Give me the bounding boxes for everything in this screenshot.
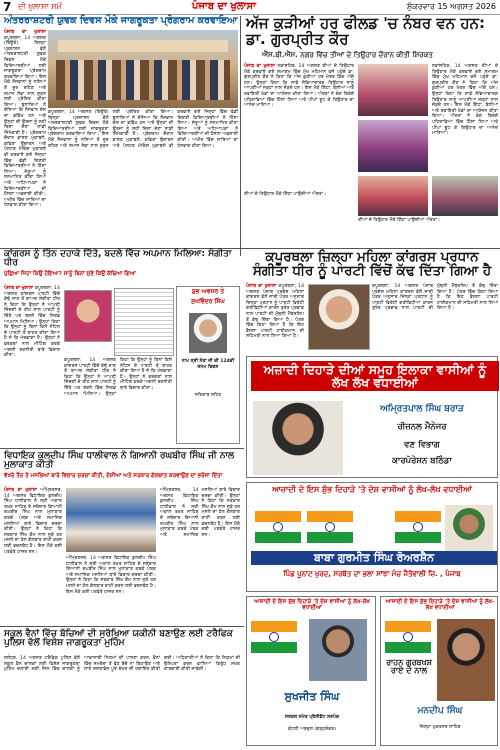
baba-ad [246, 482, 498, 592]
divider [0, 626, 244, 627]
kuldeep-body-3: ਅੰਮ੍ਰਿਤਸਰ, 14 ਅਗਸਤ ਵਿਧਾਇਕ ਕੁਲਦੀਪ ਸਿੰਘ ਧਾਲੀਵਾਲ ਨੇ ਸ੍ਰੀ ਅਕਾਲ ਤਖ਼ਤ ਸਾਹਿਬ ਦੇ ਜਥੇਦਾਰ ਗਿਆਨੀ ਰਘਬੀਰ ਸਿੰਘ ਨਾਲ ਮੁਲਾਕਾਤ ਕਰਕੇ ਪੰਥਕ ਅਤੇ ਸਮਾਜਿਕ ਮਸਲਿਆਂ ਬਾਰੇ ਵਿਚਾਰ ਚਰਚਾ ਕੀਤੀ। ਉਨ੍ਹਾਂ ਨੇ ਕਿਹਾ ਕਿ ਸਰਕਾਰ ਸਿੱਖ ਕੌਮ ਨਾਲ ਜੁੜੇ ਹਰ ਮਸਲੇ ਦਾ ਹੱਲ ਗੱਲਬਾਤ ਰਾਹੀਂ ਕਰਨ ਲਈ ਵਚਨਬੱਧ ਹੈ। ਇਸ ਮੌਕੇ ਕਈ ਪਤਵੰਤੇ ਹਾਜ਼ਰ ਸਨ। [160, 488, 240, 538]
congress-body [4, 286, 60, 446]
col1-body: ਕਪੂਰਥਲਾ, 14 ਅਗਸਤ (ਬਿਊਰੋ) ਜ਼ਿਲ੍ਹਾ ਪ੍ਰਸ਼ਾਸਨ ਵੱਲੋਂ ਅੰਤਰਰਾਸ਼ਟਰੀ ਯੁਵਕ ਦਿਵਸ ਮੌਕੇ ਵਿਦਿਆਰਥੀਆਂ ਲਈ ਜਾਗਰੂਕਤਾ ਪ੍ਰੋਗਰਾਮ ਕਰਵਾਇਆ ਗਿਆ। ਇਸ ਮੌਕੇ ਨੌਜਵਾਨਾਂ ਨੂੰ ਨਸ਼ਿਆਂ ਤੋਂ ਦੂਰ ਰਹਿਣ ਅਤੇ ਸਮਾਜ ਸੇਵਾ ਨਾਲ ਜੁੜਨ ਲਈ ਪ੍ਰੇਰਿਤ ਕੀਤਾ ਗਿਆ। ਬੁਲਾਰਿਆਂ ਨੇ ਦੱਸਿਆ ਕਿ ਨੌਜਵਾਨ ਦੇਸ਼ ਦਾ ਭਵਿੱਖ ਹਨ ਅਤੇ ਉਨ੍ਹਾਂ ਦੀ ਊਰਜਾ ਨੂੰ ਸਹੀ ਦਿਸ਼ਾ ਦੇਣਾ ਸਾਡੀ ਜ਼ਿੰਮੇਵਾਰੀ ਹੈ। ਪ੍ਰੋਗਰਾਮ ਦੌਰਾਨ ਭਾਸ਼ਣ ਮੁਕਾਬਲੇ, ਕਵਿਤਾ ਉਚਾਰਨ ਅਤੇ ਪੋਸਟਰ ਮੇਕਿੰਗ ਮੁਕਾਬਲੇ ਵੀ ਕਰਵਾਏ ਗਏ ਜਿਨ੍ਹਾਂ ਵਿੱਚ ਵੱਡੀ ਗਿਣਤੀ ਵਿਦਿਆਰਥੀਆਂ ਨੇ ਹਿੱਸਾ ਲਿਆ। ਜੇਤੂਆਂ ਨੂੰ ਸਨਮਾਨਿਤ ਕੀਤਾ ਗਿਆ ਅਤੇ ਅਧਿਆਪਕਾਂ ਨੇ ਵਿਦਿਆਰਥੀਆਂ ਦੀ ਹੌਸਲਾ ਅਫ਼ਜ਼ਾਈ ਕੀਤੀ। ਅਖੀਰ ਵਿੱਚ ਸਾਰਿਆਂ ਦਾ ਧੰਨਵਾਦ ਕੀਤਾ ਗਿਆ। [48, 110, 238, 149]
kuldeep-sub: ਵੱਖਰੇ ਤੌਰ ਤੇ ਮਸਲਿਆਂ ਬਾਰੇ ਵਿਚਾਰ ਚਰਚਾ ਕੀਤੀ, ਦੇਸ਼ੀਆਂ ਅਤੇ ਸਰਕਾਰ ਗੱਲਬਾਤ ਕਰਵਾਉਣ ਦਾ ਭਰੋਸਾ ਦਿੱਤਾ [4, 473, 223, 479]
mid-ad-portrait [189, 313, 227, 353]
baba-ad-top: ਆਜ਼ਾਦੀ ਦੇ ਇਸ ਸ਼ੁੱਭ ਦਿਹਾੜੇ 'ਤੇ ਦੇਸ਼ ਵਾਸੀਆਂ ਨੂੰ ਲੱਖ-ਲੱਖ ਵਧਾਈਆਂ [272, 485, 472, 494]
kuldeep-byline: ਪੰਜਾਬ ਦਾ ਖੁਲਾਸਾ [4, 488, 38, 493]
mid-ad-line1: ਸ਼ੁਭ ਅਵਸਰ ਤੇ [191, 288, 225, 295]
col1-byline-text [4, 30, 46, 209]
school-headline: ਸਕੂਲ ਵੈਨਾਂ ਵਿੱਚ ਬੱਚਿਆਂ ਦੀ ਸੁਰੱਖਿਆ ਯਕੀਨੀ ਬਣਾਉਣ ਲਈ ਟਰੈਫਿਕ ਪੁਲਿਸ ਵੱਲੋਂ ਵਿਸ਼ੇਸ਼ ਜਾਗਰੂਕਤਾ ਮੁਹਿੰਮ [4, 629, 233, 649]
col2-body [244, 64, 354, 189]
kapurthala-portrait [308, 284, 370, 350]
mid-ad-caption2: ਸਤਿਕਾਰ ਸਹਿਤ [194, 393, 222, 398]
congress-body-text: ਕਪੂਰਥਲਾ, 14 ਅਗਸਤ ਕਾਂਗਰਸ ਪਾਰਟੀ ਵਿੱਚੋਂ ਕੱਢੇ ਜਾਣ ਤੋਂ ਬਾਅਦ ਸੰਗੀਤਾ ਧੀਰ ਨੇ ਕਿਹਾ ਕਿ ਉਨ੍ਹਾਂ ਨੇ ਆਪਣੀ ਜ਼ਿੰਦਗੀ ਦੇ ਤੀਹ ਸਾਲ ਪਾਰਟੀ ਨੂੰ ਦਿੱਤੇ ਪਰ ਬਦਲੇ ਵਿੱਚ ਸਿਰਫ਼ ਅਪਮਾਨ ਮਿਲਿਆ। ਉਨ੍ਹਾਂ ਕਿਹਾ ਕਿ ਉਨ੍ਹਾਂ ਨੂੰ ਬਿਨਾਂ ਕਿਸੇ ਨੋਟਿਸ ਦੇ ਪਾਰਟੀ ਤੋਂ ਬਾਹਰ ਕੀਤਾ ਗਿਆ ਹੈ ਜੋ ਕਿ ਮੰਦਭਾਗਾ ਹੈ। ਉਨ੍ਹਾਂ ਨੇ ਵਰਕਰਾਂ ਨਾਲ ਮੀਟਿੰਗ ਕਰਕੇ ਅਗਲੀ ਰਣਨੀਤੀ ਬਾਰੇ ਵਿਚਾਰ ਕੀਤਾ। [4, 286, 60, 359]
congress-portrait [64, 290, 112, 342]
sukhjeet-ad-portrait [309, 619, 367, 681]
congress-headline: ਕਾਂਗਰਸ ਨੂੰ ਤਿੰਨ ਦਹਾਕੇ ਦਿੱਤੇ, ਬਦਲੇ ਵਿੱਚ ਅਪਮਾਨ ਮਿਲਿਆ: ਸੰਗੀਤਾ ਧੀਰ [4, 249, 232, 269]
col1-headline: ਅੰਤਰਰਾਸ਼ਟਰੀ ਯੁਵਕ ਦਿਵਸ ਮੌਕੇ ਜਾਗਰੂਕਤਾ ਪ੍ਰੋਗਰਾਮ ਕਰਵਾਇਆ [4, 15, 238, 26]
flag-icon [255, 511, 301, 543]
col2-photo-mid [358, 120, 428, 172]
kapurthala-body-2: ਕਪੂਰਥਲਾ, 14 ਅਗਸਤ ਪੰਜਾਬ ਪ੍ਰਦੇਸ਼ ਮਹਿਲਾ ਕਾਂਗਰਸ ਵੱਲੋਂ ਜਾਰੀ ਪੱਤਰ ਅਨੁਸਾਰ ਜ਼ਿਲ੍ਹਾ ਪ੍ਰਧਾਨ ਨੂੰ ਪਾਰਟੀ ਵਿਰੋਧੀ ਗਤੀਵਿਧੀਆਂ ਕਾਰਨ ਤੁਰੰਤ ਪ੍ਰਭਾਵ ਨਾਲ ਪਾਰਟੀ ਦੀ ਮੁੱਢਲੀ ਮੈਂਬਰਸ਼ਿਪ ਤੋਂ ਕੱਢ ਦਿੱਤਾ ਗਿਆ ਹੈ। ਪੱਤਰ ਵਿੱਚ ਕਿਹਾ ਗਿਆ ਹੈ ਕਿ ਇਹ ਫੈਸਲਾ ਪਾਰਟੀ ਹਾਈਕਮਾਨ ਦੀ ਸਹਿਮਤੀ ਨਾਲ ਲਿਆ ਗਿਆ ਹੈ। [372, 284, 498, 312]
kapurthala-headline: ਕਪੂਰਥਲਾ ਜ਼ਿਲ੍ਹਾ ਮਹਿਲਾ ਕਾਂਗਰਸ ਪ੍ਰਧਾਨ ਸੰਗੀਤਾ ਧੀਰ ਨੂੰ ਪਾਰਟੀ ਵਿੱਚੋਂ ਕੱਢ ਦਿੱਤਾ ਗਿਆ ਹੈ [252, 249, 492, 280]
sukhjeet-ad-top: ਆਜ਼ਾਦੀ ਦੇ ਇਸ ਸ਼ੁੱਭ ਦਿਹਾੜੇ 'ਤੇ ਦੇਸ਼ ਵਾਸੀਆਂ ਨੂੰ ਲੱਖ-ਲੱਖ ਵਧਾਈਆਂ [254, 599, 370, 611]
col2-photo-bottom-right [432, 176, 498, 216]
baba-ad-name: ਬਾਬਾ ਗੁਰਮੀਤ ਸਿੰਘ ਰੋਅਰਸ਼ੈਨ [251, 551, 497, 565]
kuldeep-photo [66, 488, 156, 552]
kuldeep-body [4, 488, 62, 622]
flag-icon [251, 621, 297, 653]
azadi-ad [246, 356, 498, 478]
divider [240, 16, 241, 256]
page-header [0, 0, 500, 15]
right-ad-top: ਆਜ਼ਾਦੀ ਦੇ ਇਸ ਸ਼ੁੱਭ ਦਿਹਾੜੇ 'ਤੇ ਦੇਸ਼ ਵਾਸੀਆਂ ਨੂੰ ਲੱਖ-ਲੱਖ ਵਧਾਈਆਂ [385, 599, 495, 611]
header-masthead: ਪੰਜਾਬ ਦਾ ਖੁਲਾਸਾ [192, 1, 257, 12]
col1-byline: ਪੰਜਾਬ ਦਾ ਖੁਲਾਸਾ [4, 30, 46, 35]
kuldeep-body-text: ਅੰਮ੍ਰਿਤਸਰ, 14 ਅਗਸਤ ਵਿਧਾਇਕ ਕੁਲਦੀਪ ਸਿੰਘ ਧਾਲੀਵਾਲ ਨੇ ਸ੍ਰੀ ਅਕਾਲ ਤਖ਼ਤ ਸਾਹਿਬ ਦੇ ਜਥੇਦਾਰ ਗਿਆਨੀ ਰਘਬੀਰ ਸਿੰਘ ਨਾਲ ਮੁਲਾਕਾਤ ਕਰਕੇ ਪੰਥਕ ਅਤੇ ਸਮਾਜਿਕ ਮਸਲਿਆਂ ਬਾਰੇ ਵਿਚਾਰ ਚਰਚਾ ਕੀਤੀ। ਉਨ੍ਹਾਂ ਨੇ ਕਿਹਾ ਕਿ ਸਰਕਾਰ ਸਿੱਖ ਕੌਮ ਨਾਲ ਜੁੜੇ ਹਰ ਮਸਲੇ ਦਾ ਹੱਲ ਗੱਲਬਾਤ ਰਾਹੀਂ ਕਰਨ ਲਈ ਵਚਨਬੱਧ ਹੈ। ਇਸ ਮੌਕੇ ਕਈ ਪਤਵੰਤੇ ਹਾਜ਼ਰ ਸਨ। [4, 488, 63, 555]
right-ad-place: ਜ਼ਿਲ੍ਹਾ ਮੁਕਤਸਰ ਸਾਹਿਬ [419, 725, 461, 730]
divider [0, 448, 244, 449]
sukhjeet-ad-role: ਸਰਕਲ ਸਮੇਤ ਪ੍ਰੈਸੀਡੈਂਟ ਸਰਪੰਚ [284, 715, 340, 720]
azadi-ad-dept: ਵਣ ਵਿਭਾਗ [404, 440, 440, 450]
kapurthala-byline: ਪੰਜਾਬ ਦਾ ਖੁਲਾਸਾ [246, 284, 277, 289]
col1-body-a: ਕਪੂਰਥਲਾ, 14 ਅਗਸਤ (ਬਿਊਰੋ) ਜ਼ਿਲ੍ਹਾ ਪ੍ਰਸ਼ਾਸਨ ਵੱਲੋਂ ਅੰਤਰਰਾਸ਼ਟਰੀ ਯੁਵਕ ਦਿਵਸ ਮੌਕੇ ਵਿਦਿਆਰਥੀਆਂ ਲਈ ਜਾਗਰੂਕਤਾ ਪ੍ਰੋਗਰਾਮ ਕਰਵਾਇਆ ਗਿਆ। ਇਸ ਮੌਕੇ ਨੌਜਵਾਨਾਂ ਨੂੰ ਨਸ਼ਿਆਂ ਤੋਂ ਦੂਰ ਰਹਿਣ ਅਤੇ ਸਮਾਜ ਸੇਵਾ ਨਾਲ ਜੁੜਨ ਲਈ ਪ੍ਰੇਰਿਤ ਕੀਤਾ ਗਿਆ। ਬੁਲਾਰਿਆਂ ਨੇ ਦੱਸਿਆ ਕਿ ਨੌਜਵਾਨ ਦੇਸ਼ ਦਾ ਭਵਿੱਖ ਹਨ ਅਤੇ ਉਨ੍ਹਾਂ ਦੀ ਊਰਜਾ ਨੂੰ ਸਹੀ ਦਿਸ਼ਾ ਦੇਣਾ ਸਾਡੀ ਜ਼ਿੰਮੇਵਾਰੀ ਹੈ। ਪ੍ਰੋਗਰਾਮ ਦੌਰਾਨ ਭਾਸ਼ਣ ਮੁਕਾਬਲੇ, ਕਵਿਤਾ ਉਚਾਰਨ ਅਤੇ ਪੋਸਟਰ ਮੇਕਿੰਗ ਮੁਕਾਬਲੇ ਵੀ ਕਰਵਾਏ ਗਏ ਜਿਨ੍ਹਾਂ ਵਿੱਚ ਵੱਡੀ ਗਿਣਤੀ ਵਿਦਿਆਰਥੀਆਂ ਨੇ ਹਿੱਸਾ ਲਿਆ। ਜੇਤੂਆਂ ਨੂੰ ਸਨਮਾਨਿਤ ਕੀਤਾ ਗਿਆ ਅਤੇ ਅਧਿਆਪਕਾਂ ਨੇ ਵਿਦਿਆਰਥੀਆਂ ਦੀ ਹੌਸਲਾ ਅਫ਼ਜ਼ਾਈ ਕੀਤੀ। ਅਖੀਰ ਵਿੱਚ ਸਾਰਿਆਂ ਦਾ ਧੰਨਵਾਦ ਕੀਤਾ ਗਿਆ। [4, 35, 46, 209]
col2-headline: ਅੱਜ ਕੁੜੀਆਂ ਹਰ ਫੀਲਡ 'ਚ ਨੰਬਰ ਵਨ ਹਨ: ਡਾ. ਗੁਰਪ੍ਰੀਤ ਕੌਰ [246, 14, 485, 48]
col1-photo [48, 30, 238, 108]
col2-photo-bottom-left [358, 176, 428, 216]
baba-ad-portrait [445, 505, 493, 555]
azadi-ad-role: ਰੀਜ਼ਨਲ ਮੈਨੇਜਰ [397, 422, 447, 432]
right-ad-portrait [437, 619, 495, 701]
sukhjeet-ad-place: ਕੋਟਲੀ ਅਬਦੁਲ (ਗੜ੍ਹਸ਼ੰਕਰ) [287, 727, 337, 732]
sukhjeet-ad-name: ਸੁਖਜੀਤ ਸਿੰਘ [284, 690, 340, 703]
flag-icon [395, 511, 441, 543]
sukhjeet-ad [246, 596, 376, 746]
col2-byline: ਪੰਜਾਬ ਦਾ ਖੁਲਾਸਾ [244, 64, 276, 69]
congress-byline: ਪੰਜਾਬ ਦਾ ਖੁਲਾਸਾ [4, 286, 34, 291]
flag-icon [385, 621, 431, 653]
azadi-ad-headline: ਅਜ਼ਾਦੀ ਦਿਹਾੜੇ ਦੀਆਂ ਸਮੂਹ ਇਲਾਕਾ ਵਾਸੀਆਂ ਨੂੰ ਲੱਖ ਲੱਖ ਵਧਾਈਆਂ [251, 361, 499, 391]
flag-icon [307, 511, 353, 543]
mid-ad-line2: ਸੁਖਵਿੰਦਰ ਸਿੰਘ [191, 298, 225, 305]
header-date: ਸ਼ੁੱਕਰਵਾਰ 15 ਅਗਸਤ 2026 [406, 2, 496, 11]
col2-body-text: ਨਵਾਂਸ਼ਹਿਰ, 14 ਅਗਸਤ ਤੀਆਂ ਦੇ ਤਿਉਹਾਰ ਮੌਕੇ ਕਰਵਾਏ ਗਏ ਸਮਾਗਮ ਵਿੱਚ ਮੁੱਖ ਮਹਿਮਾਨ ਵਜੋਂ ਪਹੁੰਚੇ ਡਾ. ਗੁਰਪ੍ਰੀਤ ਕੌਰ ਨੇ ਕਿਹਾ ਕਿ ਅੱਜ ਕੁੜੀਆਂ ਹਰ ਖੇਤਰ ਵਿੱਚ ਅੱਗੇ ਹਨ। ਉਨ੍ਹਾਂ ਕਿਹਾ ਕਿ ਸਾਡੇ ਸੱਭਿਆਚਾਰਕ ਤਿਉਹਾਰ ਸਾਨੂੰ ਆਪਣੀਆਂ ਜੜ੍ਹਾਂ ਨਾਲ ਜੋੜਦੇ ਹਨ। ਇਸ ਮੌਕੇ ਗਿੱਧਾ, ਬੋਲੀਆਂ ਅਤੇ ਰਵਾਇਤੀ ਖੇਡਾਂ ਦਾ ਆਯੋਜਨ ਕੀਤਾ ਗਿਆ। ਔਰਤਾਂ ਨੇ ਰੰਗ ਬਿਰੰਗੇ ਪਹਿਰਾਵਿਆਂ ਵਿੱਚ ਹਿੱਸਾ ਲਿਆ ਅਤੇ ਪੀਂਘਾਂ ਝੂਟ ਕੇ ਤਿਉਹਾਰ ਦਾ ਆਨੰਦ ਮਾਣਿਆ। [244, 64, 354, 109]
congress-sub: ਪੁੱਛਿਆ ਜਿਹਾ ਕਿਉਂ ਹੋਇਆ? ਸਾਨੂੰ ਬਿਨਾਂ ਸੁਣੇ ਕਿਉਂ ਕੱਢਿਆ ਗਿਆ [4, 271, 136, 277]
kapurthala-body-text: ਕਪੂਰਥਲਾ, 14 ਅਗਸਤ ਪੰਜਾਬ ਪ੍ਰਦੇਸ਼ ਮਹਿਲਾ ਕਾਂਗਰਸ ਵੱਲੋਂ ਜਾਰੀ ਪੱਤਰ ਅਨੁਸਾਰ ਜ਼ਿਲ੍ਹਾ ਪ੍ਰਧਾਨ ਨੂੰ ਪਾਰਟੀ ਵਿਰੋਧੀ ਗਤੀਵਿਧੀਆਂ ਕਾਰਨ ਤੁਰੰਤ ਪ੍ਰਭਾਵ ਨਾਲ ਪਾਰਟੀ ਦੀ ਮੁੱਢਲੀ ਮੈਂਬਰਸ਼ਿਪ ਤੋਂ ਕੱਢ ਦਿੱਤਾ ਗਿਆ ਹੈ। ਪੱਤਰ ਵਿੱਚ ਕਿਹਾ ਗਿਆ ਹੈ ਕਿ ਇਹ ਫੈਸਲਾ ਪਾਰਟੀ ਹਾਈਕਮਾਨ ਦੀ ਸਹਿਮਤੀ ਨਾਲ ਲਿਆ ਗਿਆ ਹੈ। [246, 284, 304, 340]
right-ad [380, 596, 498, 746]
col2-body-right: ਨਵਾਂਸ਼ਹਿਰ, 14 ਅਗਸਤ ਤੀਆਂ ਦੇ ਤਿਉਹਾਰ ਮੌਕੇ ਕਰਵਾਏ ਗਏ ਸਮਾਗਮ ਵਿੱਚ ਮੁੱਖ ਮਹਿਮਾਨ ਵਜੋਂ ਪਹੁੰਚੇ ਡਾ. ਗੁਰਪ੍ਰੀਤ ਕੌਰ ਨੇ ਕਿਹਾ ਕਿ ਅੱਜ ਕੁੜੀਆਂ ਹਰ ਖੇਤਰ ਵਿੱਚ ਅੱਗੇ ਹਨ। ਉਨ੍ਹਾਂ ਕਿਹਾ ਕਿ ਸਾਡੇ ਸੱਭਿਆਚਾਰਕ ਤਿਉਹਾਰ ਸਾਨੂੰ ਆਪਣੀਆਂ ਜੜ੍ਹਾਂ ਨਾਲ ਜੋੜਦੇ ਹਨ। ਇਸ ਮੌਕੇ ਗਿੱਧਾ, ਬੋਲੀਆਂ ਅਤੇ ਰਵਾਇਤੀ ਖੇਡਾਂ ਦਾ ਆਯੋਜਨ ਕੀਤਾ ਗਿਆ। ਔਰਤਾਂ ਨੇ ਰੰਗ ਬਿਰੰਗੇ ਪਹਿਰਾਵਿਆਂ ਵਿੱਚ ਹਿੱਸਾ ਲਿਆ ਅਤੇ ਪੀਂਘਾਂ ਝੂਟ ਕੇ ਤਿਉਹਾਰ ਦਾ ਆਨੰਦ ਮਾਣਿਆ। [432, 64, 498, 137]
page-number: 7 [3, 0, 12, 14]
col2-caption-2: ਤੀਆਂ ਦੇ ਤਿਉਹਾਰ ਮੌਕੇ ਗਿੱਧਾ ਪਾਉਂਦੀਆਂ ਔਰਤਾਂ। [358, 218, 441, 223]
kuldeep-headline: ਵਿਧਾਇਕ ਕੁਲਦੀਪ ਸਿੰਘ ਧਾਲੀਵਾਲ ਨੇ ਗਿਆਨੀ ਰਘਬੀਰ ਸਿੰਘ ਜੀ ਨਾਲ ਮੁਲਾਕਾਤ ਕੀਤੀ [4, 451, 235, 471]
azadi-ad-portrait [253, 401, 343, 475]
azadi-ad-corp: ਕਾਰਪੋਰੇਸ਼ਨ ਬਠਿੰਡਾ [392, 456, 452, 466]
kuldeep-body-2: ਅੰਮ੍ਰਿਤਸਰ, 14 ਅਗਸਤ ਵਿਧਾਇਕ ਕੁਲਦੀਪ ਸਿੰਘ ਧਾਲੀਵਾਲ ਨੇ ਸ੍ਰੀ ਅਕਾਲ ਤਖ਼ਤ ਸਾਹਿਬ ਦੇ ਜਥੇਦਾਰ ਗਿਆਨੀ ਰਘਬੀਰ ਸਿੰਘ ਨਾਲ ਮੁਲਾਕਾਤ ਕਰਕੇ ਪੰਥਕ ਅਤੇ ਸਮਾਜਿਕ ਮਸਲਿਆਂ ਬਾਰੇ ਵਿਚਾਰ ਚਰਚਾ ਕੀਤੀ। ਉਨ੍ਹਾਂ ਨੇ ਕਿਹਾ ਕਿ ਸਰਕਾਰ ਸਿੱਖ ਕੌਮ ਨਾਲ ਜੁੜੇ ਹਰ ਮਸਲੇ ਦਾ ਹੱਲ ਗੱਲਬਾਤ ਰਾਹੀਂ ਕਰਨ ਲਈ ਵਚਨਬੱਧ ਹੈ। ਇਸ ਮੌਕੇ ਕਈ ਪਤਵੰਤੇ ਹਾਜ਼ਰ ਸਨ। [66, 556, 156, 595]
col2-subheadline: ਐੱਸ.ਬੀ.ਐੱਸ. ਨਗਰ ਵਿੱਚ ਤੀਆਂ ਦੇ ਤਿਉਹਾਰ ਦੌਰਾਨ ਕੀਤੀ ਸ਼ਿਰਕਤ [262, 51, 433, 59]
baba-ad-place: ਪਿੰਡ ਪੂਨਾਟ ਖੁਰਦ, ਸਰਬੱਤ ਦਾ ਭਲਾ ਸਾਂਝਾ ਮੰਚ ਜੈਤੋਵਾਲੀ ਜ਼ਿ. , ਪੰਜਾਬ [283, 570, 461, 578]
mid-ad [176, 286, 240, 444]
header-left: ਦੀ ਖੁਲਾਸਾ ਸਮੇਂ [18, 2, 62, 11]
col2-photo-top [358, 64, 428, 116]
azadi-ad-name: ਅਮ੍ਰਿਤਪਾਲ ਸਿੰਘ ਬਰਾੜ [380, 404, 464, 414]
congress-document [114, 288, 174, 356]
right-ad-name-block: ਰਾਹਨ ਗੁਰਬਖਸ਼ ਰਾਏ ਦੇ ਨਾਲ [386, 658, 432, 676]
right-ad-name: ਮਨਦੀਪ ਸਿੰਘ [417, 706, 463, 716]
school-body: ਜਲੰਧਰ, 14 ਅਗਸਤ ਟਰੈਫਿਕ ਪੁਲਿਸ ਵੱਲੋਂ ਸਕੂਲ ਵੈਨ ਚਾਲਕਾਂ ਲਈ ਵਿਸ਼ੇਸ਼ ਜਾਗਰੂਕਤਾ ਮੁਹਿੰਮ ਚਲਾਈ ਗਈ ਜਿਸ ਵਿੱਚ ਚਾਲਕਾਂ ਨੂੰ ਆਵਾਜਾਈ ਨਿਯਮਾਂ ਦੀ ਪਾਲਣਾ ਕਰਨ, ਵੈਨਾਂ ਵਿੱਚ ਸਮਰੱਥਾ ਤੋਂ ਵੱਧ ਬੱਚੇ ਨਾ ਬਿਠਾਉਣ ਅਤੇ ਸਾਰੇ ਦਸਤਾਵੇਜ਼ ਪੂਰੇ ਰੱਖਣ ਦੀ ਹਦਾਇਤ ਕੀਤੀ ਗਈ। ਅਧਿਕਾਰੀਆਂ ਨੇ ਕਿਹਾ ਕਿ ਨਿਯਮਾਂ ਦੀ ਉਲੰਘਣਾ ਕਰਨ ਵਾਲਿਆਂ ਵਿਰੁੱਧ ਸਖ਼ਤ ਕਾਰਵਾਈ ਕੀਤੀ ਜਾਵੇਗੀ। [4, 656, 240, 673]
mid-ad-caption: ਨਾਮ ਸ੍ਰੀ ਨੇਤਾ ਜੀ ਦੀ 124ਵੀਂ ਜਨਮ ਦਿਵਸ [181, 359, 235, 370]
col2-caption: ਤੀਆਂ ਦੇ ਤਿਉਹਾਰ ਮੌਕੇ ਗਿੱਧਾ ਪਾਉਂਦੀਆਂ ਔਰਤਾਂ। [244, 192, 327, 197]
congress-body-2: ਕਪੂਰਥਲਾ, 14 ਅਗਸਤ ਕਾਂਗਰਸ ਪਾਰਟੀ ਵਿੱਚੋਂ ਕੱਢੇ ਜਾਣ ਤੋਂ ਬਾਅਦ ਸੰਗੀਤਾ ਧੀਰ ਨੇ ਕਿਹਾ ਕਿ ਉਨ੍ਹਾਂ ਨੇ ਆਪਣੀ ਜ਼ਿੰਦਗੀ ਦੇ ਤੀਹ ਸਾਲ ਪਾਰਟੀ ਨੂੰ ਦਿੱਤੇ ਪਰ ਬਦਲੇ ਵਿੱਚ ਸਿਰਫ਼ ਅਪਮਾਨ ਮਿਲਿਆ। ਉਨ੍ਹਾਂ ਕਿਹਾ ਕਿ ਉਨ੍ਹਾਂ ਨੂੰ ਬਿਨਾਂ ਕਿਸੇ ਨੋਟਿਸ ਦੇ ਪਾਰਟੀ ਤੋਂ ਬਾਹਰ ਕੀਤਾ ਗਿਆ ਹੈ ਜੋ ਕਿ ਮੰਦਭਾਗਾ ਹੈ। ਉਨ੍ਹਾਂ ਨੇ ਵਰਕਰਾਂ ਨਾਲ ਮੀਟਿੰਗ ਕਰਕੇ ਅਗਲੀ ਰਣਨੀਤੀ ਬਾਰੇ ਵਿਚਾਰ ਕੀਤਾ। [64, 358, 172, 397]
